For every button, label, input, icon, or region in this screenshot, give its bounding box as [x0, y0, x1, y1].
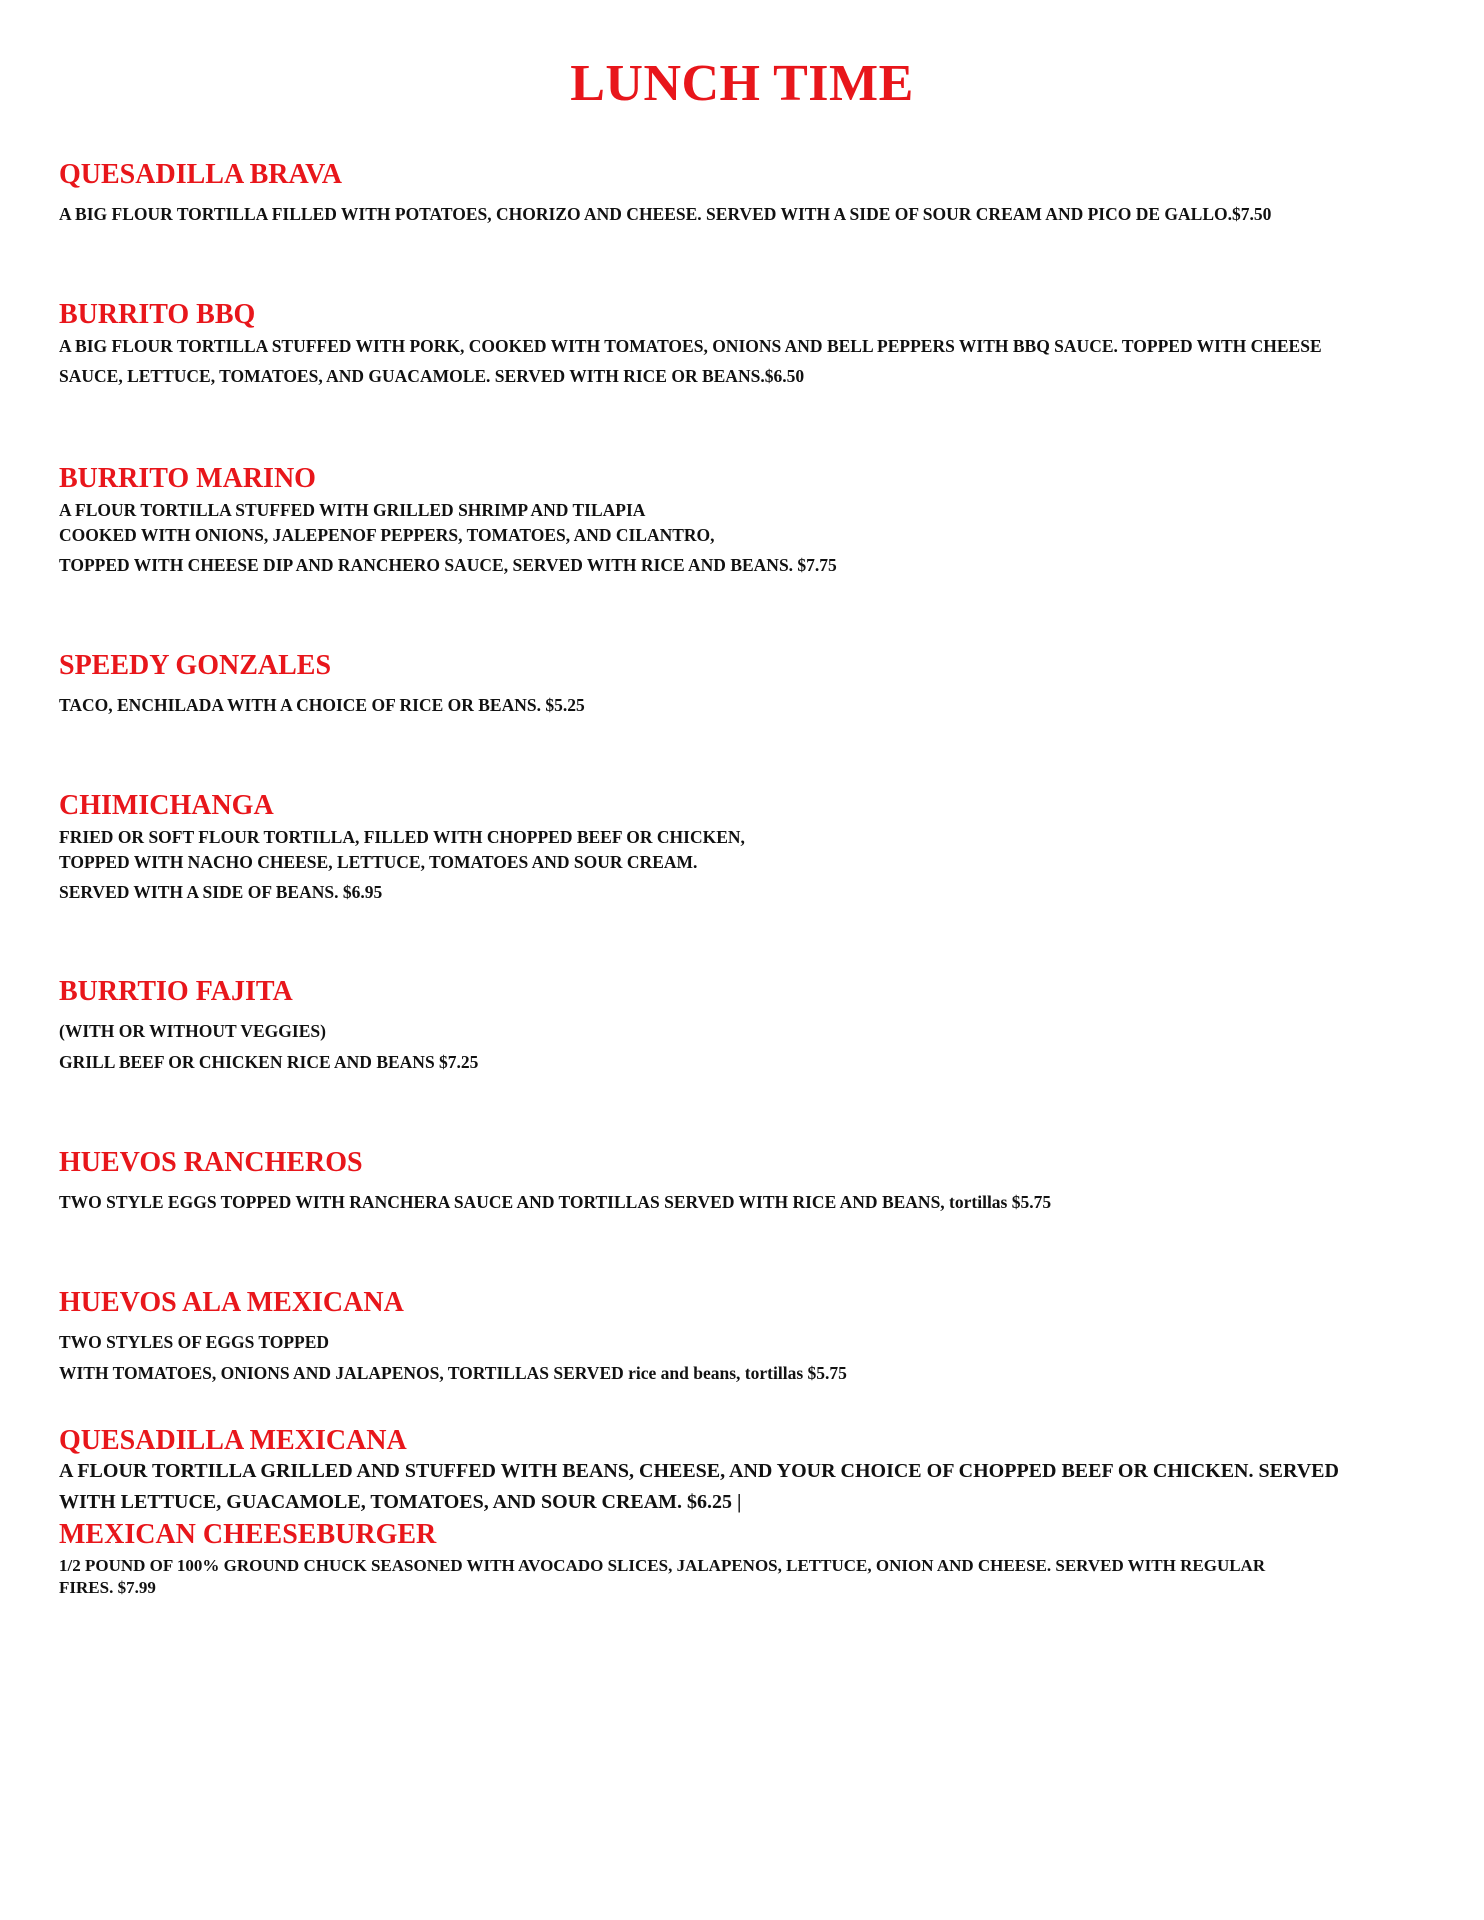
description-line: FRIED OR SOFT FLOUR TORTILLA, FILLED WITH CHOPPED BEEF OR CHICKEN, [59, 827, 745, 847]
description-line: A BIG FLOUR TORTILLA FILLED WITH POTATOES, CHORIZO AND CHEESE. SERVED WITH A SIDE OF SOUR CREAM AND PICO DE GALLO.$7.50 [59, 204, 1272, 224]
description-line: TWO STYLES OF EGGS TOPPED [59, 1332, 330, 1352]
description-line: TOPPED WITH CHEESE DIP AND RANCHERO SAUCE, SERVED WITH RICE AND BEANS. $7.75 [59, 555, 837, 575]
menu-item-description [59, 1016, 1429, 1078]
menu-item-name: CHIMICHANGA [59, 790, 274, 821]
menu-item-description [59, 498, 1429, 578]
description-line: A FLOUR TORTILLA STUFFED WITH GRILLED SHRIMP AND TILAPIA [59, 500, 646, 520]
menu-item-name: MEXICAN CHEESEBURGER [59, 1519, 437, 1550]
menu-item-description [59, 1456, 1429, 1518]
description-line: TOPPED WITH NACHO CHEESE, LETTUCE, TOMATOES AND SOUR CREAM. [59, 852, 698, 872]
menu-item-name: QUESADILLA MEXICANA [59, 1425, 407, 1456]
description-line: WITH LETTUCE, GUACAMOLE, TOMATOES, AND SOUR CREAM. $6.25 | [59, 1491, 742, 1513]
menu-item-name: HUEVOS RANCHEROS [59, 1147, 363, 1178]
menu-item-name: SPEEDY GONZALES [59, 650, 332, 681]
description-line: (WITH OR WITHOUT VEGGIES) [59, 1021, 326, 1041]
description-line: COOKED WITH ONIONS, JALEPENOF PEPPERS, TOMATOES, AND CILANTRO, [59, 525, 715, 545]
description-line: FIRES. $7.99 [59, 1578, 156, 1597]
menu-item-name: HUEVOS ALA MEXICANA [59, 1287, 404, 1318]
menu-item-name: BURRTIO FAJITA [59, 976, 293, 1007]
page-title: LUNCH TIME [570, 55, 914, 112]
description-line: WITH TOMATOES, ONIONS AND JALAPENOS, TORTILLAS SERVED rice and beans, tortillas $5.75 [59, 1363, 847, 1383]
menu-item-description [59, 825, 1429, 905]
menu-item-description [59, 199, 1429, 229]
description-line: GRILL BEEF OR CHICKEN RICE AND BEANS $7.25 [59, 1052, 479, 1072]
menu-item-description [59, 1327, 1429, 1389]
menu-item-description [59, 690, 1429, 720]
description-line: 1/2 POUND OF 100% GROUND CHUCK SEASONED WITH AVOCADO SLICES, JALAPENOS, LETTUCE, ONION AND CHEESE. SERVED WITH REGULAR [59, 1556, 1266, 1575]
menu-item-description [59, 1555, 1429, 1599]
menu-item-name: QUESADILLA BRAVA [59, 159, 342, 190]
description-line: TACO, ENCHILADA WITH A CHOICE OF RICE OR BEANS. $5.25 [59, 695, 585, 715]
description-line: SAUCE, LETTUCE, TOMATOES, AND GUACAMOLE. SERVED WITH RICE OR BEANS.$6.50 [59, 366, 805, 386]
menu-item-description [59, 1187, 1429, 1217]
description-line: A FLOUR TORTILLA GRILLED AND STUFFED WITH BEANS, CHEESE, AND YOUR CHOICE OF CHOPPED BEEF OR CHICKEN. SERVED [59, 1460, 1339, 1482]
description-line: A BIG FLOUR TORTILLA STUFFED WITH PORK, COOKED WITH TOMATOES, ONIONS AND BELL PEPPERS WITH BBQ SAUCE. TOPPED WITH CHEESE [59, 336, 1322, 356]
menu-item-name: BURRITO MARINO [59, 463, 316, 494]
menu-item-description [59, 331, 1429, 391]
description-line: SERVED WITH A SIDE OF BEANS. $6.95 [59, 882, 383, 902]
description-line: TWO STYLE EGGS TOPPED WITH RANCHERA SAUCE AND TORTILLAS SERVED WITH RICE AND BEANS, tortillas $5.75 [59, 1192, 1052, 1212]
menu-item-name: BURRITO BBQ [59, 299, 256, 330]
